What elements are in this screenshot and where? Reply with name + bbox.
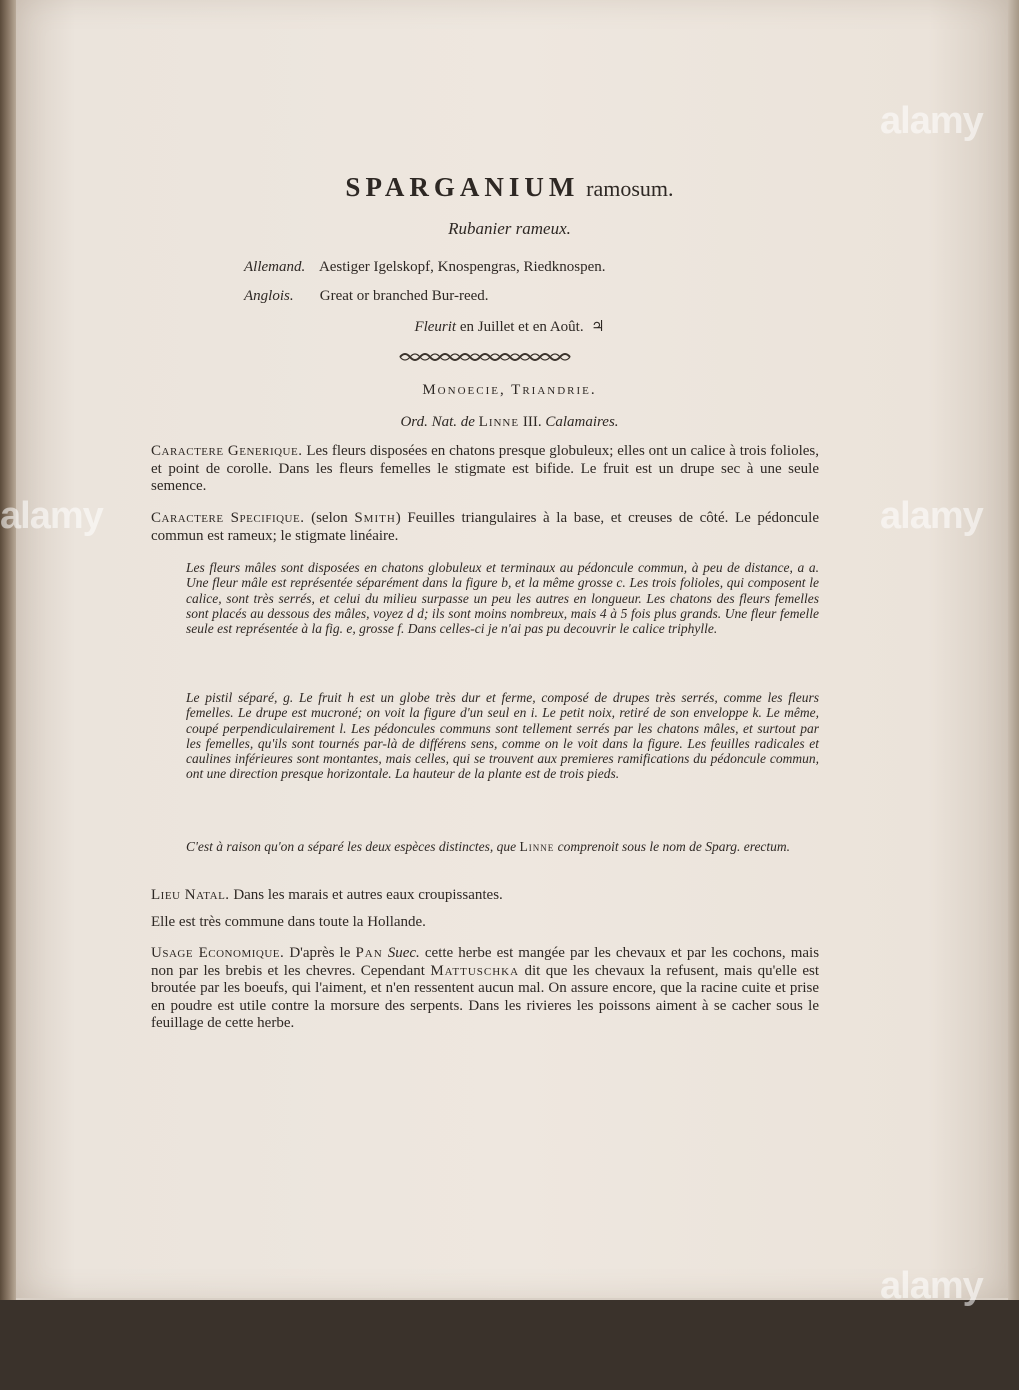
watermark: alamy — [880, 100, 983, 142]
specific-text: ) Feuilles triangulaires à la base, et creuses de côté. Le pédoncule commun est rameux; le stigmate linéaire. — [151, 510, 819, 544]
watermark: alamy — [880, 495, 983, 537]
watermark: alamy — [0, 495, 103, 537]
perennial-symbol: ♃ — [591, 319, 605, 335]
economic-use — [151, 945, 819, 1033]
species-name: ramosum. — [586, 176, 674, 201]
usage-italic1: Suec. — [387, 945, 420, 961]
order-name: Calamaires. — [545, 414, 619, 430]
page-title — [0, 172, 1019, 203]
description-paragraph — [186, 839, 819, 854]
para3-pre: C'est à raison qu'on a séparé les deux espèces distinctes, que — [186, 839, 517, 854]
specific-pre: (selon — [311, 510, 348, 526]
order-author: Linne — [478, 414, 520, 430]
order-line — [0, 414, 1019, 431]
habitat-text: Dans les marais et autres eaux croupissantes. — [233, 887, 503, 903]
habitat-note: Elle est très commune dans toute la Hollande. — [151, 914, 426, 930]
usage-text1: D'après le — [289, 945, 351, 961]
generic-character — [151, 443, 819, 496]
specific-author: Smith — [354, 510, 396, 526]
usage-author2: Mattuschka — [430, 962, 520, 979]
specific-label: Caractere Specifique. — [151, 510, 305, 526]
flowering-italic: Fleurit — [414, 319, 457, 335]
flowering-text: en Juillet et en Août. — [459, 319, 584, 335]
specific-character — [151, 510, 819, 545]
classification-line: Monoecie, Triandrie. — [422, 382, 597, 398]
generic-text: Les fleurs disposées en chatons presque globuleux; elles ont un calice à trois folioles, et point de corolle. Dans les fleurs femelles le stigmate est bifide. Le fruit est un drupe sec à une seule semence. — [151, 443, 820, 494]
para3-author: Linne — [519, 839, 555, 854]
german-label: Allemand. — [244, 259, 306, 275]
genus-name: SPARGANIUM — [345, 172, 580, 202]
english-name-row — [244, 288, 489, 305]
usage-author1: Pan — [355, 945, 383, 961]
habitat-label: Lieu Natal. — [151, 887, 230, 903]
order-number: III. — [522, 414, 542, 430]
english-text: Great or branched Bur-reed. — [319, 288, 489, 304]
usage-label: Usage Economique. — [151, 945, 285, 961]
german-name-row — [244, 259, 606, 276]
order-prefix: Ord. Nat. de — [400, 414, 475, 430]
usage-text2: cette herbe est mangée par les chevaux et par les cochons, mais non par les brebis et les chevres. Cependant — [151, 945, 820, 979]
description-paragraph: Les fleurs mâles sont disposées en chatons globuleux et terminaux au pédoncule commun, à peu de distance, a a. Une fleur mâle est représentée séparément dans la figure b, et la même grosse c. Les trois folioles, qui composent le calice, sont très serrés, et celui du milieu surpasse un peu les autres en longueur. Les chatons des fleurs femelles sont placés au dessous des mâles, voyez d d; ils sont moins nombreux, mais 4 à 5 fois plus grands. Une fleur femelle seule est représentée à la fig. e, grosse f. Dans celles-ci je n'ai pas pu decouvrir le calice triphylle. — [186, 560, 819, 637]
description-paragraph: Le pistil séparé, g. Le fruit h est un globe très dur et ferme, composé de drupes très serrés, comme les fleurs femelles. Le drupe est mucroné; on voit la figure d'un seul en i. Le petit noix, retiré de son enveloppe k. Le même, coupé perpendiculairement l. Les pédoncules communs sont tellement serrés par les chatons mâles, et surtout par les femelles, qu'ils sont tournés par-là de différens sens, comme on le voit dans la figure. Les feuilles radicales et caulines inférieures sont montantes, mais celles, qui se trouvent aux premieres ramifications du pédoncule commun, ont une direction presque horizontale. La hauteur de la plante est de trois pieds. — [186, 690, 819, 782]
english-label: Anglois. — [244, 288, 294, 304]
usage-text3: dit que les chevaux la refusent, mais qu'elle est broutée par les boeufs, qui l'aiment, et n'en ressentent aucun mal. On assure encore, que la racine cuite et prise en poudre est utile contre la morsure des serpents. Dans les rivieres les poissons aiment à se cacher sous le feuillage de cette herbe. — [151, 962, 820, 1031]
ornament-divider — [398, 351, 573, 363]
para3-post: comprenoit sous le nom de Sparg. erectum. — [557, 839, 791, 854]
flowering-line — [0, 317, 1019, 336]
generic-label: Caractere Generique. — [151, 443, 303, 459]
common-name: Rubanier rameux. — [448, 219, 571, 238]
habitat — [151, 887, 819, 905]
german-text: Aestiger Igelskopf, Knospengras, Riedknospen. — [318, 259, 606, 275]
watermark: alamy — [880, 1265, 983, 1307]
